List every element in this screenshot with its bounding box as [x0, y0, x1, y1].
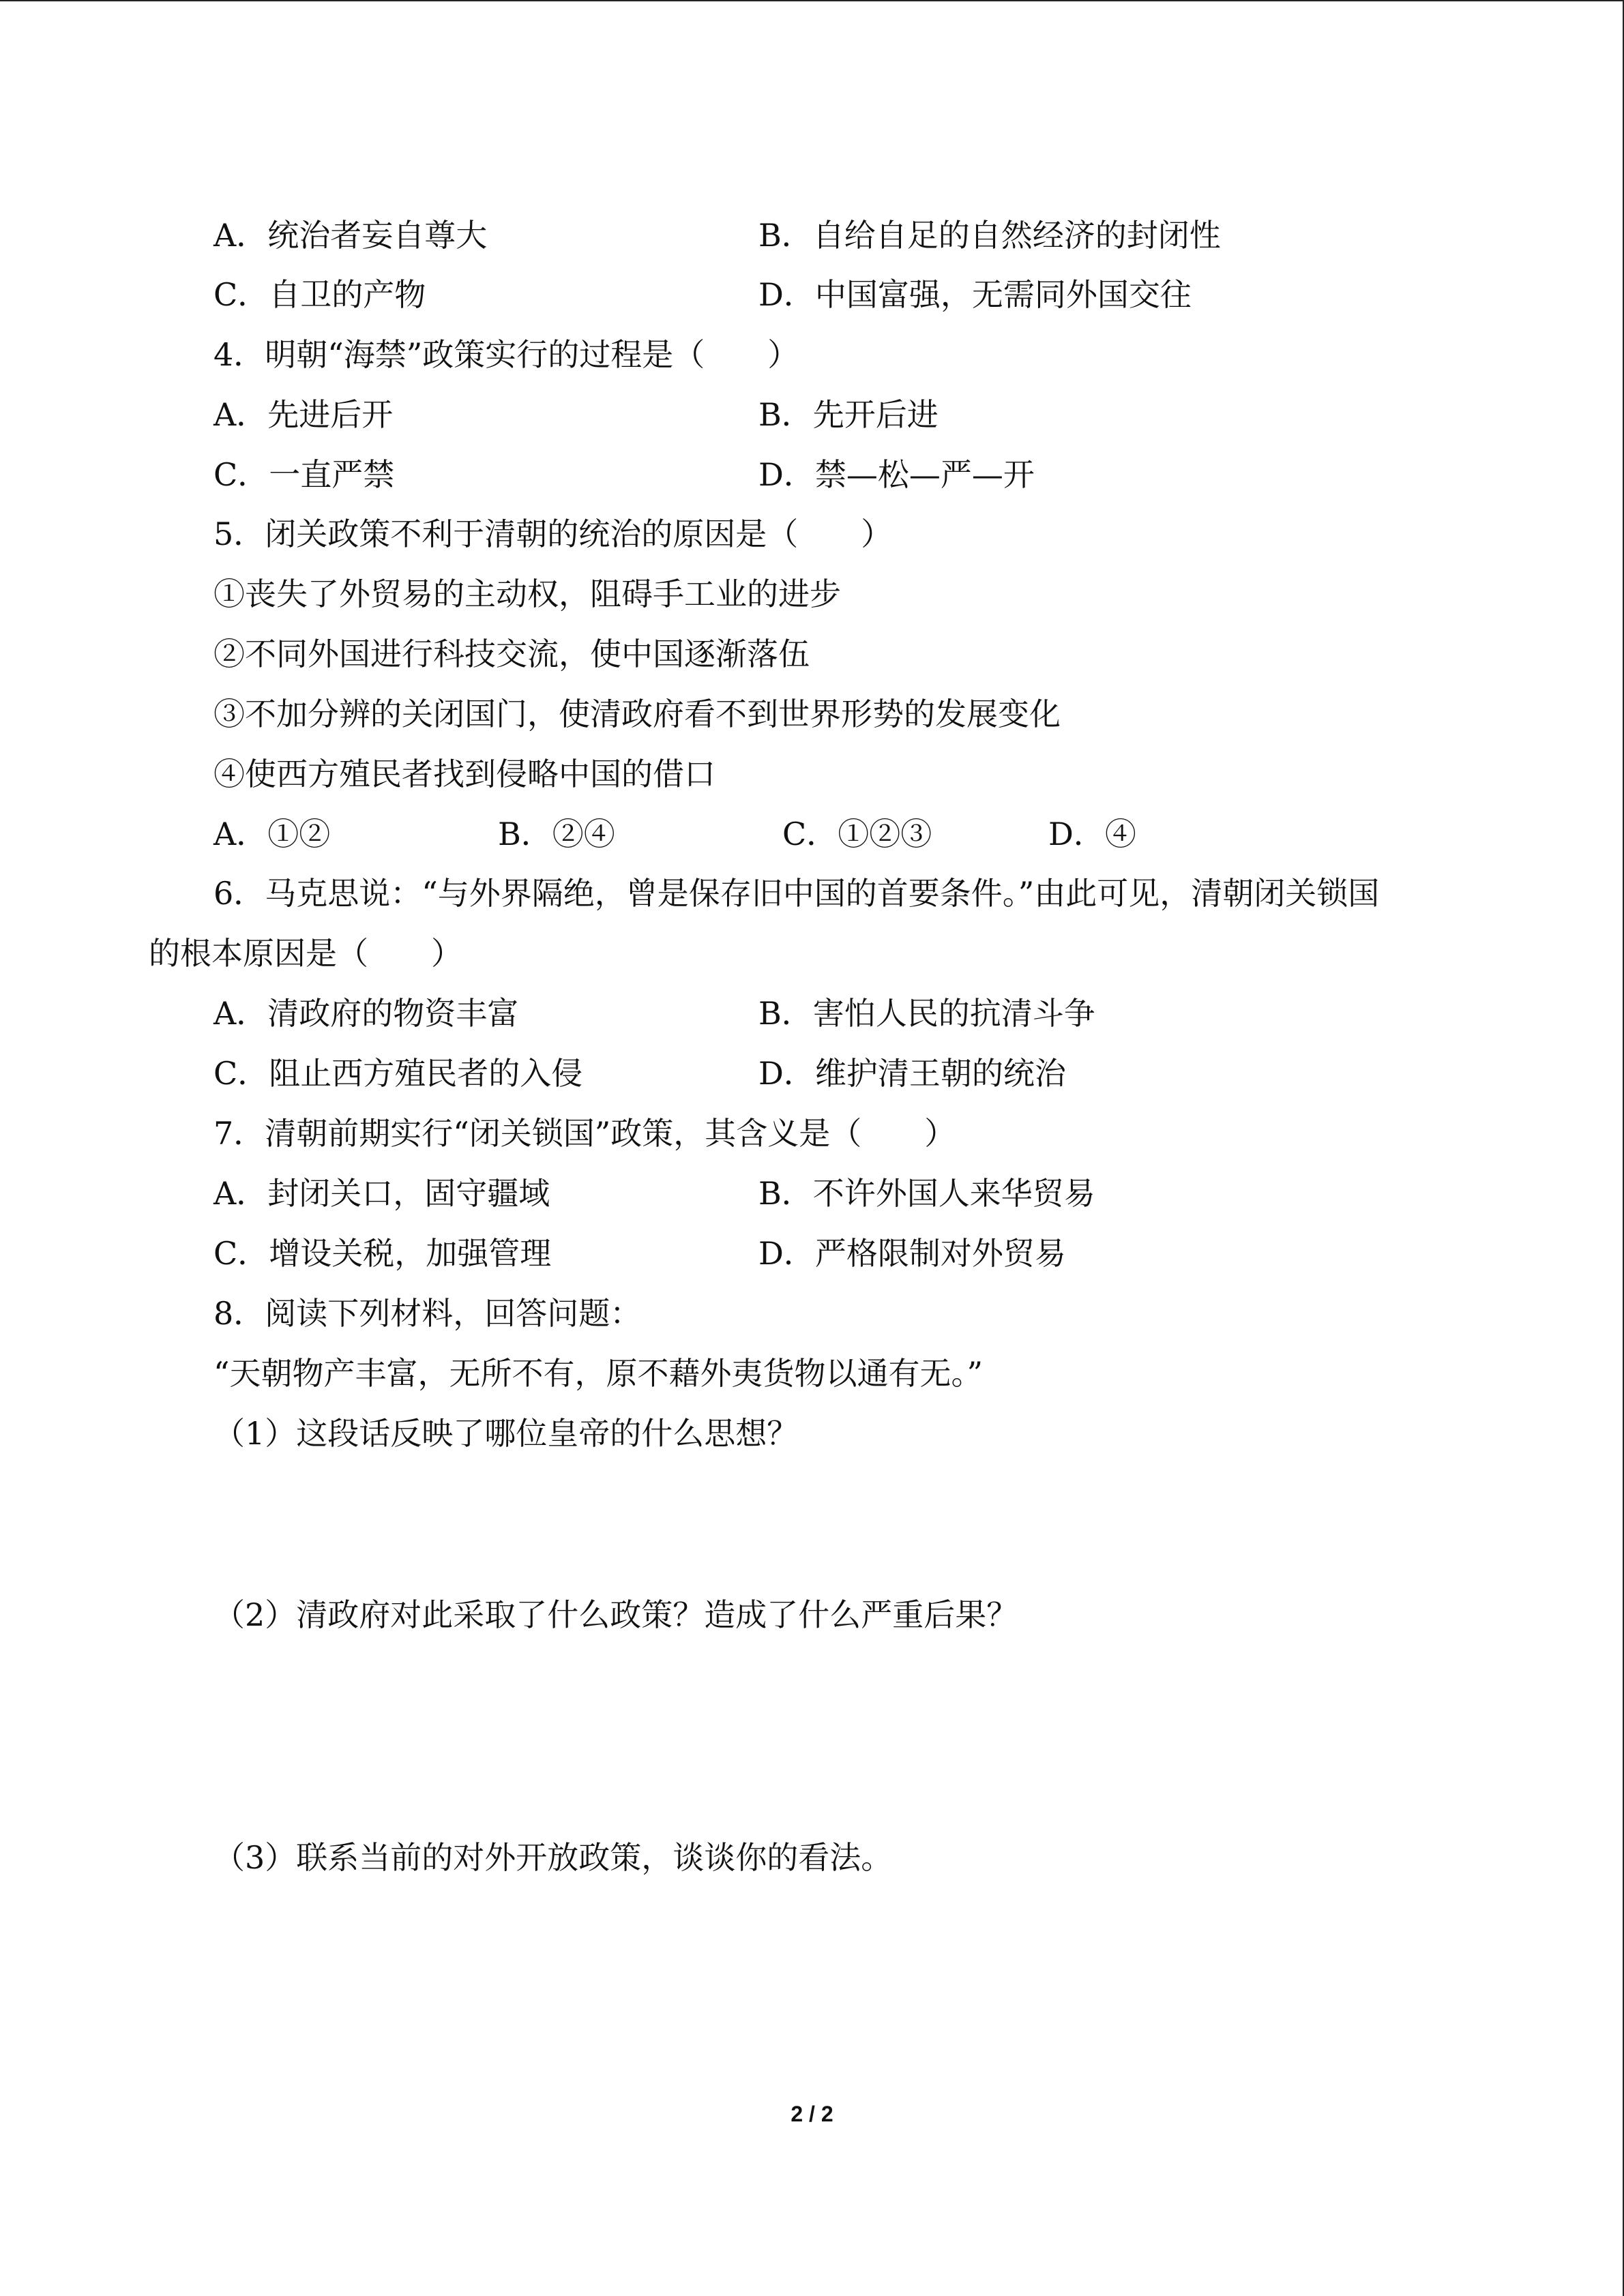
q8-sub-question-3: （3）联系当前的对外开放政策，谈谈你的看法。 [213, 1839, 893, 1876]
q5-option-a: A．①② [213, 816, 331, 852]
q7-option-b: B．不许外国人来华贸易 [758, 1175, 1095, 1212]
page-number: 2 / 2 [791, 2102, 833, 2126]
q3-option-a: A．统治者妄自尊大 [213, 217, 488, 254]
q5-stem: 5．闭关政策不利于清朝的统治的原因是（ ） [213, 516, 893, 552]
q4-option-b: B．先开后进 [758, 396, 939, 433]
q5-option-d: D．④ [1048, 816, 1136, 852]
q6-option-a: A．清政府的物资丰富 [213, 995, 519, 1032]
q7-option-c: C．增设关税，加强管理 [213, 1235, 552, 1272]
q6-option-b: B．害怕人民的抗清斗争 [758, 995, 1095, 1032]
q6-option-c: C．阻止西方殖民者的入侵 [213, 1055, 583, 1092]
q3-option-c: C．自卫的产物 [213, 276, 426, 313]
q5-statement-4: ④使西方殖民者找到侵略中国的借口 [213, 756, 715, 792]
q4-option-c: C．一直严禁 [213, 456, 395, 493]
q4-option-a: A．先进后开 [213, 396, 394, 433]
q8-stem: 8．阅读下列材料，回答问题： [213, 1295, 642, 1332]
q5-statement-1: ①丧失了外贸易的主动权，阻碍手工业的进步 [213, 576, 841, 612]
q8-sub-question-2: （2）清政府对此采取了什么政策？造成了什么严重后果？ [213, 1596, 1018, 1633]
q6-option-d: D．维护清王朝的统治 [758, 1055, 1066, 1092]
q5-option-c: C．①②③ [782, 816, 932, 852]
q7-stem: 7．清朝前期实行“闭关锁国”政策，其含义是（ ） [213, 1115, 956, 1152]
q6-stem-line1: 6．马克思说：“与外界隔绝，曾是保存旧中国的首要条件。”由此可见，清朝闭关锁国 [213, 875, 1380, 912]
q6-stem-line2: 的根本原因是（ ） [149, 935, 462, 972]
q7-option-d: D．严格限制对外贸易 [758, 1235, 1066, 1272]
q4-option-d: D．禁—松—严—开 [758, 456, 1035, 493]
q5-option-b: B．②④ [498, 816, 615, 852]
q5-statement-3: ③不加分辨的关闭国门，使清政府看不到世界形势的发展变化 [213, 696, 1061, 732]
q5-statement-2: ②不同外国进行科技交流，使中国逐渐落伍 [213, 636, 810, 672]
q8-sub-question-1: （1）这段话反映了哪位皇帝的什么思想？ [213, 1415, 799, 1452]
q3-option-d: D．中国富强，无需同外国交往 [758, 276, 1192, 313]
q4-stem: 4．明朝“海禁”政策实行的过程是（ ） [213, 336, 799, 373]
q7-option-a: A．封闭关口，固守疆域 [213, 1175, 550, 1212]
q8-material: “天朝物产丰富，无所不有，原不藉外夷货物以通有无。” [213, 1355, 984, 1392]
q3-option-b: B．自给自足的自然经济的封闭性 [758, 217, 1221, 254]
